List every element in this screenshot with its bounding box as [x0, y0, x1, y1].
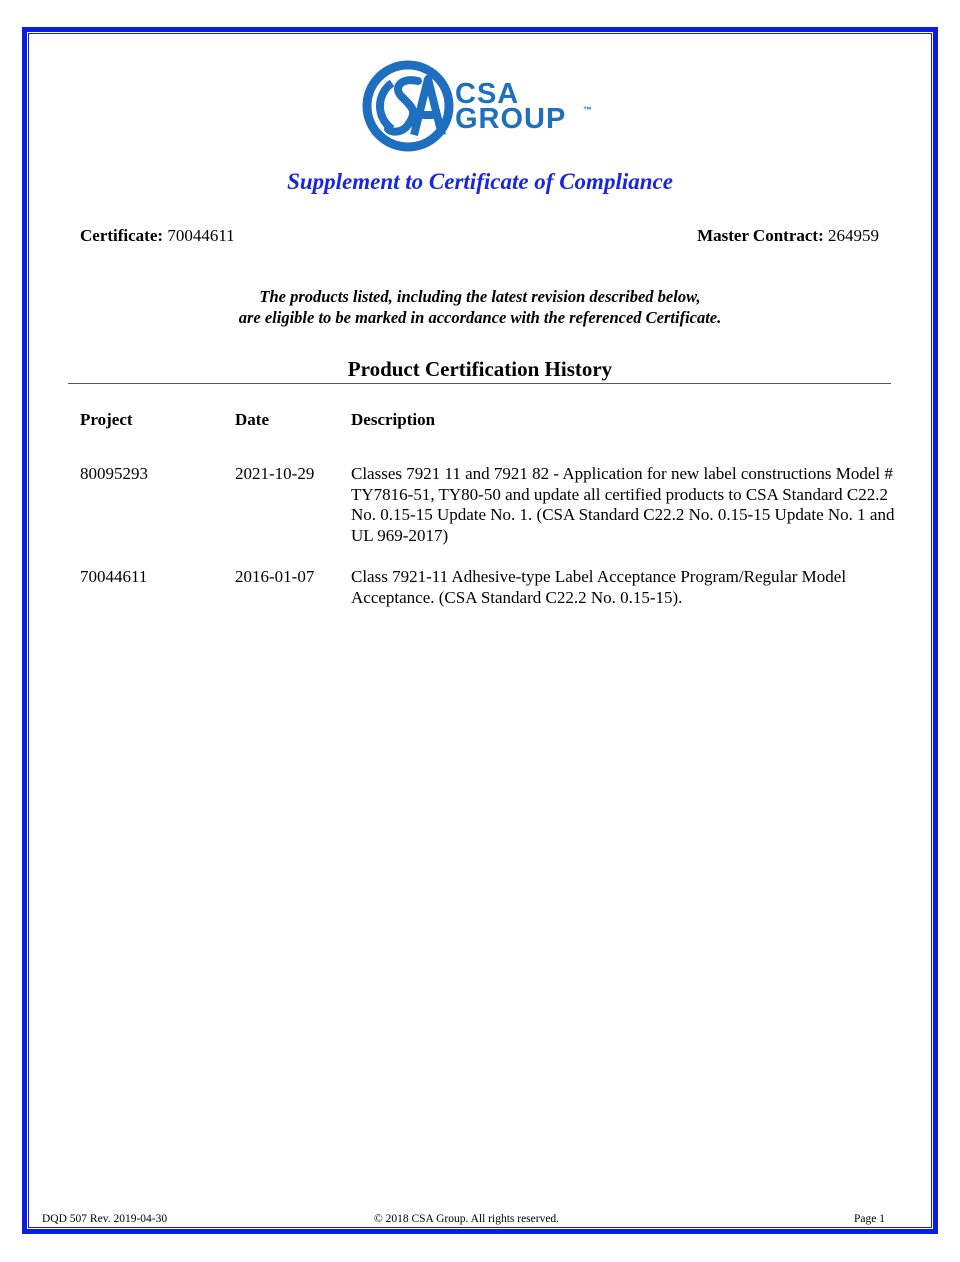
certificate-number	[80, 226, 235, 246]
column-header-description: Description	[351, 410, 436, 429]
footer-page-number: Page 1	[854, 1213, 885, 1225]
notice-line-2: are eligible to be marked in accordance with the referenced Certificate.	[238, 308, 722, 327]
certificate-label: Certificate:	[80, 226, 164, 245]
logo-trademark: ™	[583, 105, 592, 115]
history-section-title: Product Certification History	[347, 357, 613, 381]
column-header-project: Project	[80, 410, 133, 429]
master-contract	[697, 226, 879, 246]
contract-value: 264959	[828, 226, 879, 245]
footer-form-id: DQD 507 Rev. 2019-04-30	[42, 1213, 168, 1225]
logo-text-group: GROUP	[455, 103, 567, 135]
row-2-project: 70044611	[80, 567, 148, 586]
page-border-inner	[28, 33, 932, 1228]
column-header-date: Date	[235, 410, 269, 429]
footer-copyright: © 2018 CSA Group. All rights reserved.	[374, 1213, 560, 1225]
certificate-value: 70044611	[167, 226, 235, 245]
section-divider	[68, 383, 891, 384]
notice-line-1: The products listed, including the latest revision described below,	[259, 287, 701, 306]
logo-text-csa: CSA	[455, 78, 520, 110]
row-2-description: Class 7921-11 Adhesive-type Label Acceptance Program/Regular Model Acceptance. (CSA Standard C22.2 No. 0.15-15).	[351, 567, 847, 607]
contract-label: Master Contract:	[697, 226, 824, 245]
document-title: Supplement to Certificate of Compliance	[287, 169, 673, 194]
row-1-date: 2021-10-29	[235, 464, 315, 483]
row-1-description: Classes 7921 11 and 7921 82 - Application for new label constructions Model # TY7816-51, TY80-50 and update all certified products to CSA Standard C22.2 No. 0.15-15 Update No. 1. (CSA Standard C22.2 No. 0.15-15 Update No. 1 and UL 969-2017)	[351, 464, 895, 545]
row-2-date: 2016-01-07	[235, 567, 315, 586]
row-1-project: 80095293	[80, 464, 148, 483]
eligibility-notice	[0, 286, 960, 328]
